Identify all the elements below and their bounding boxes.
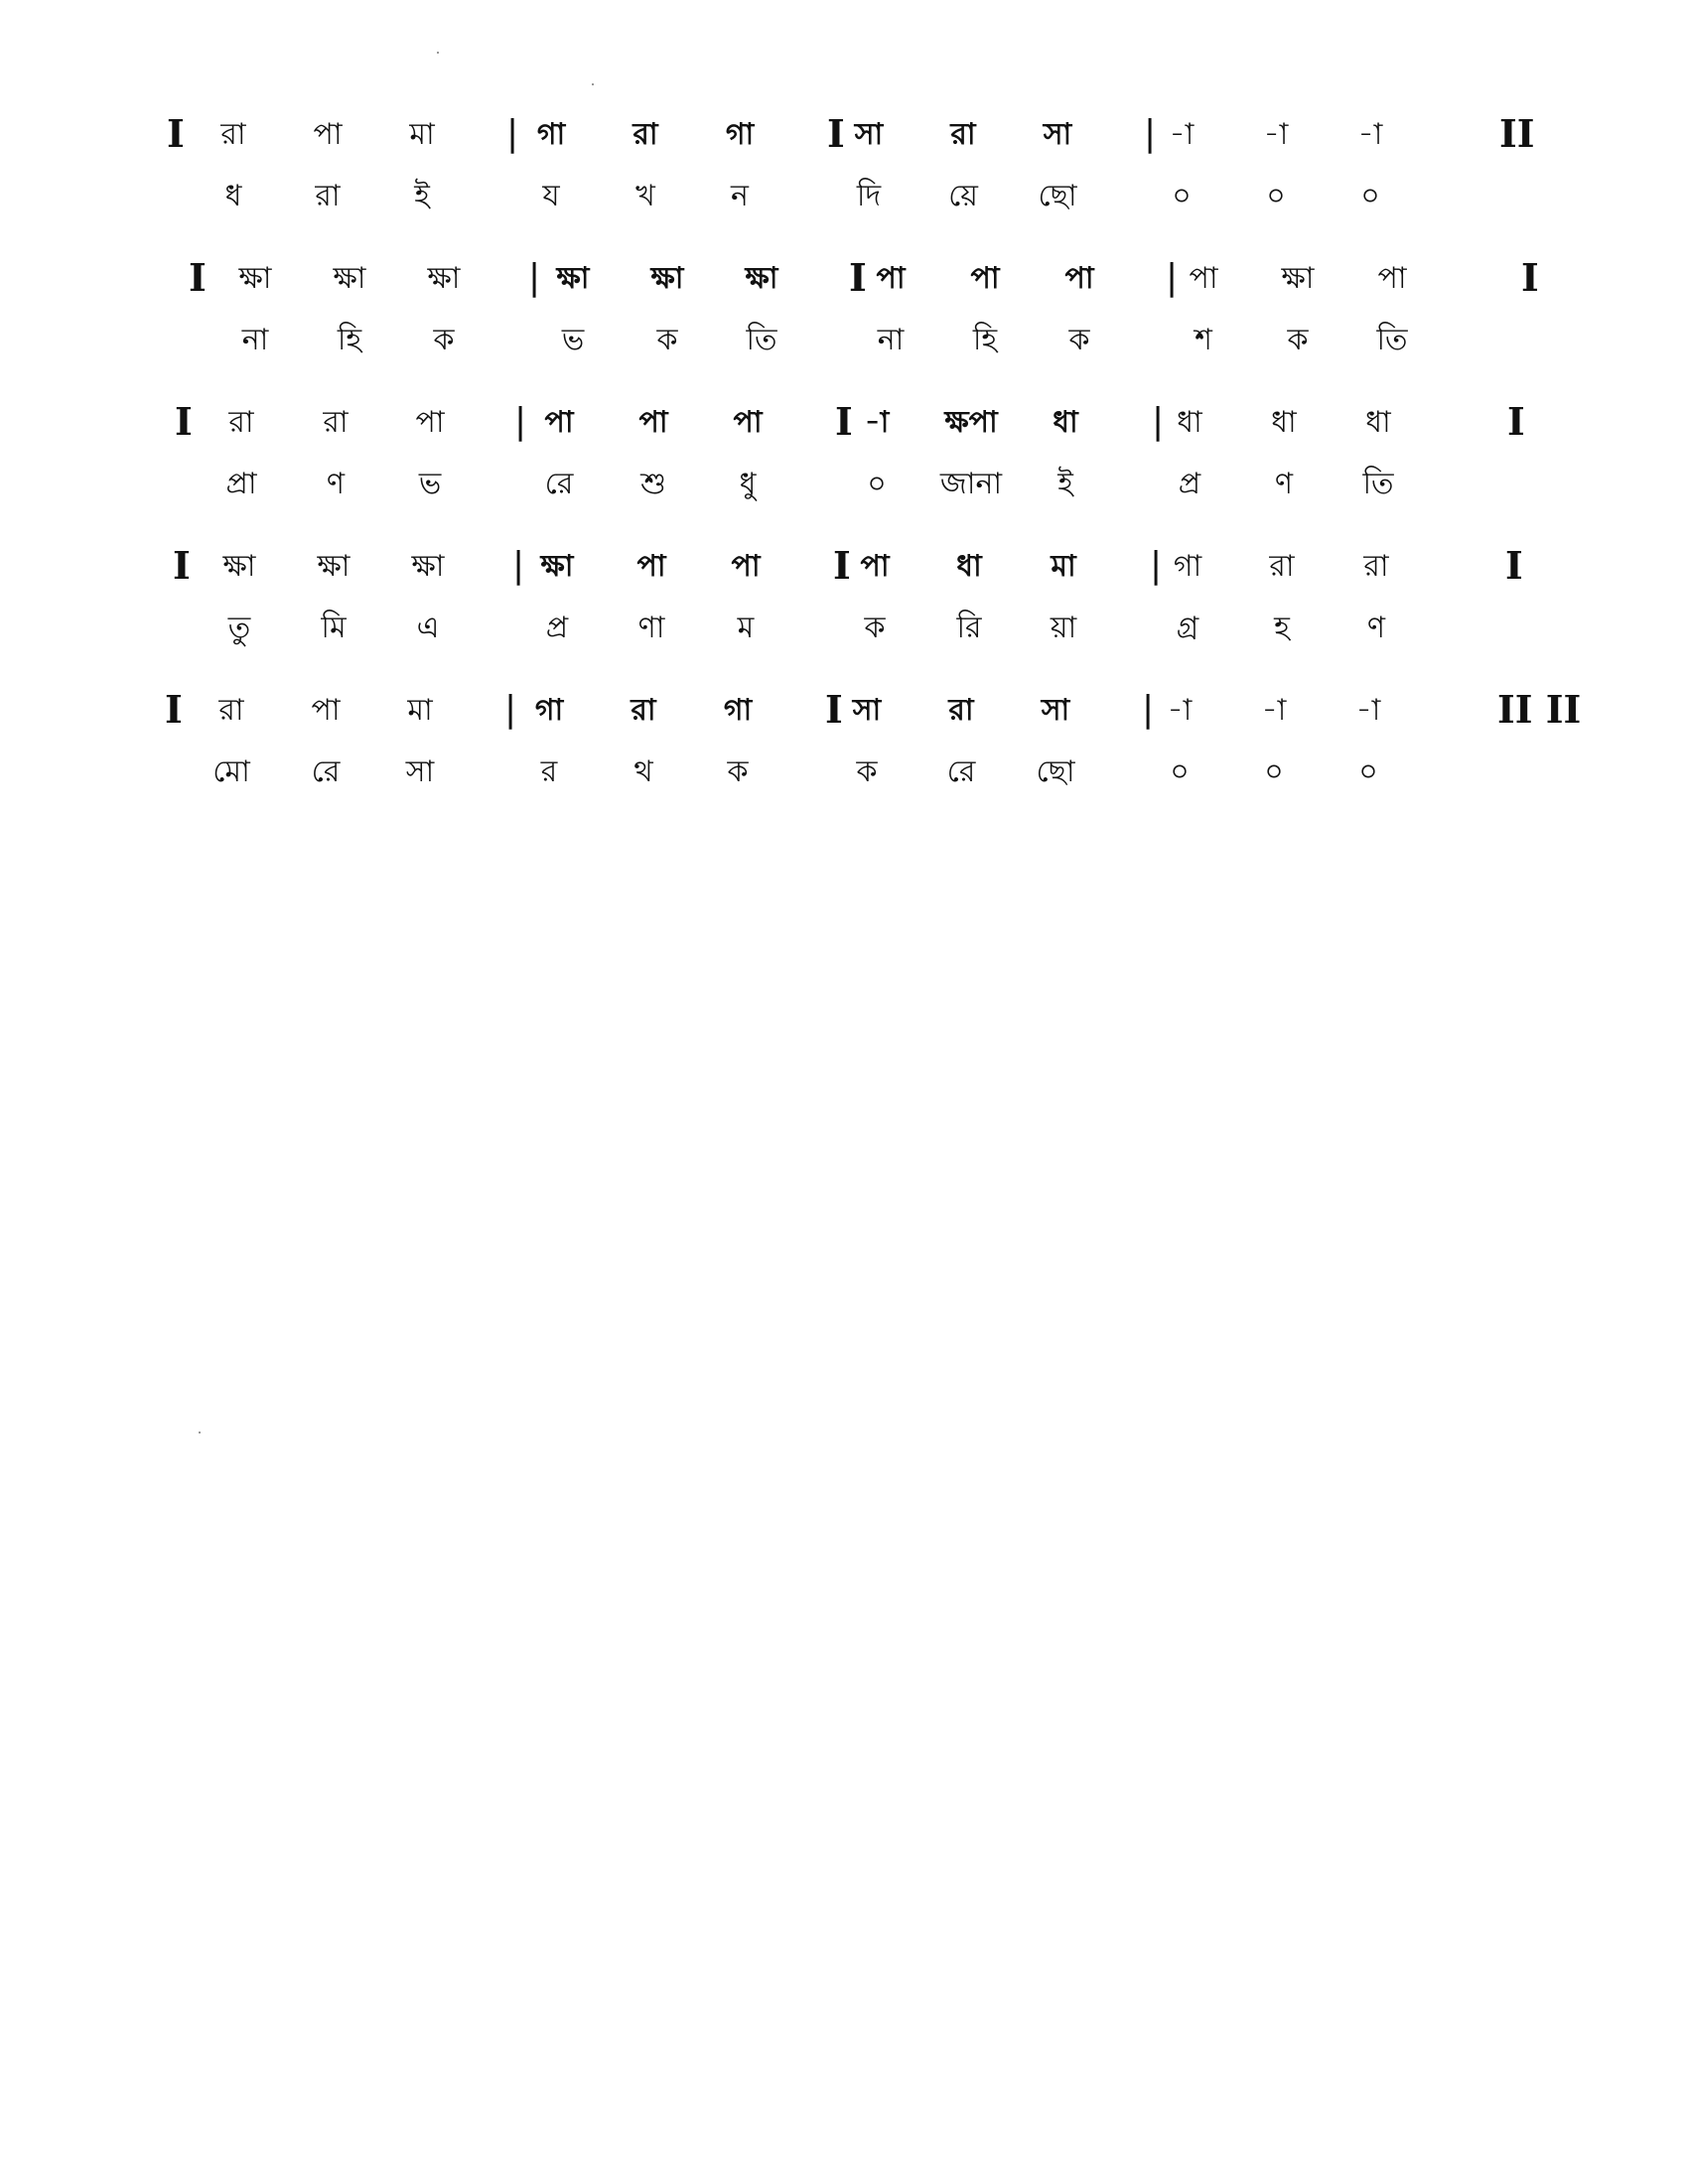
lyric-syllable: ক bbox=[1068, 323, 1090, 357]
lyric-syllable: ০ bbox=[1266, 179, 1286, 213]
lyric-row bbox=[137, 742, 1547, 805]
lyric-syllable: ণা bbox=[637, 611, 665, 645]
lyric-syllable: ধ bbox=[224, 179, 242, 213]
lyric-syllable: ০ bbox=[1172, 179, 1192, 213]
lyric-syllable: সা bbox=[405, 754, 435, 789]
swara-note: গা bbox=[534, 693, 564, 728]
swara-note: পা bbox=[860, 549, 890, 584]
lyric-syllable: ক bbox=[433, 323, 455, 357]
swara-row bbox=[145, 536, 1555, 600]
beat-divider: | bbox=[1152, 401, 1165, 442]
swara-note: পা bbox=[876, 261, 906, 296]
swara-note: সা bbox=[852, 693, 882, 728]
swara-note: ধা bbox=[1365, 405, 1391, 440]
lyric-syllable: ই bbox=[1057, 467, 1073, 501]
lyric-syllable: ক bbox=[656, 323, 678, 357]
swara-note: পা bbox=[313, 117, 343, 152]
notation-line bbox=[137, 680, 1582, 824]
lyric-syllable: থ bbox=[633, 754, 653, 789]
swara-note: ক্ষপা bbox=[944, 405, 998, 440]
swara-note: -া bbox=[1355, 693, 1381, 728]
swara-note: পা bbox=[731, 549, 761, 584]
lyric-syllable: হ bbox=[1274, 611, 1290, 645]
scan-speck bbox=[592, 83, 594, 85]
lyric-syllable: য়ে bbox=[948, 179, 978, 213]
swara-note: রা bbox=[323, 405, 349, 440]
swara-note: পা bbox=[970, 261, 1000, 296]
swara-note: মা bbox=[407, 693, 433, 728]
lyric-syllable: গ্র bbox=[1176, 611, 1199, 645]
beat-divider: | bbox=[1142, 689, 1155, 730]
swara-note: পা bbox=[1189, 261, 1218, 296]
swara-note: রা bbox=[633, 117, 658, 152]
swara-note: গা bbox=[1173, 549, 1202, 584]
beat-divider: | bbox=[504, 689, 517, 730]
swara-row bbox=[147, 392, 1557, 456]
swara-note: পা bbox=[733, 405, 763, 440]
swara-note: ক্ষা bbox=[238, 261, 272, 296]
swara-note: রা bbox=[220, 117, 246, 152]
end-bar-mark: I bbox=[1507, 399, 1525, 444]
swaralipi-sheet bbox=[139, 104, 1582, 824]
lyric-row bbox=[161, 310, 1571, 373]
anga-bar-mark: I bbox=[833, 543, 851, 588]
lyric-syllable: রে bbox=[311, 754, 341, 789]
beat-divider: | bbox=[1166, 257, 1179, 298]
swara-note: পা bbox=[1064, 261, 1094, 296]
swara-note: ক্ষা bbox=[411, 549, 445, 584]
swara-note: পা bbox=[544, 405, 574, 440]
start-bar-mark: I bbox=[189, 255, 207, 300]
lyric-syllable: শু bbox=[640, 467, 666, 501]
end-bar-mark: II bbox=[1499, 111, 1535, 156]
lyric-row bbox=[145, 598, 1555, 661]
beat-divider: | bbox=[1144, 113, 1157, 154]
swara-note: গা bbox=[536, 117, 566, 152]
swara-note: ধা bbox=[1271, 405, 1297, 440]
lyric-syllable: এ bbox=[416, 611, 440, 645]
lyric-syllable: ধু bbox=[739, 467, 757, 501]
end-bar-mark: I bbox=[1521, 255, 1539, 300]
swara-note: ধা bbox=[1177, 405, 1202, 440]
lyric-syllable: ক bbox=[864, 611, 886, 645]
lyric-syllable: তি bbox=[1362, 467, 1394, 501]
anga-bar-mark: I bbox=[849, 255, 867, 300]
lyric-syllable: ন bbox=[731, 179, 749, 213]
swara-note: পা bbox=[415, 405, 445, 440]
swara-note: রা bbox=[1269, 549, 1295, 584]
lyric-syllable: রে bbox=[544, 467, 574, 501]
lyric-syllable: না bbox=[241, 323, 269, 357]
swara-note: রা bbox=[218, 693, 244, 728]
lyric-syllable: ক bbox=[1287, 323, 1309, 357]
lyric-syllable: ছো bbox=[1038, 179, 1077, 213]
beat-divider: | bbox=[512, 545, 525, 586]
swara-note: সা bbox=[1043, 117, 1072, 152]
notation-line bbox=[161, 248, 1571, 392]
swara-note: -া bbox=[1169, 117, 1195, 152]
swara-row bbox=[161, 248, 1571, 312]
swara-note: রা bbox=[950, 117, 976, 152]
swara-note: রা bbox=[948, 693, 974, 728]
lyric-syllable: না bbox=[877, 323, 905, 357]
swara-note: রা bbox=[1363, 549, 1389, 584]
swara-note: পা bbox=[636, 549, 666, 584]
lyric-syllable: ০ bbox=[1264, 754, 1284, 789]
lyric-syllable: ছো bbox=[1036, 754, 1075, 789]
lyric-syllable: হি bbox=[972, 323, 998, 357]
lyric-syllable: ক bbox=[727, 754, 749, 789]
start-bar-mark: I bbox=[165, 687, 183, 732]
swara-note: সা bbox=[1041, 693, 1070, 728]
swara-note: গা bbox=[725, 117, 755, 152]
scan-speck bbox=[437, 52, 439, 54]
lyric-syllable: তি bbox=[746, 323, 777, 357]
lyric-syllable: ণ bbox=[326, 467, 346, 501]
swara-note: -া bbox=[1357, 117, 1383, 152]
notation-line bbox=[139, 104, 1549, 248]
swara-note: -া bbox=[1261, 693, 1287, 728]
lyric-syllable: ভ bbox=[418, 467, 442, 501]
end-bar-mark: II II bbox=[1497, 687, 1582, 732]
swara-note: ক্ষা bbox=[1281, 261, 1315, 296]
notation-line bbox=[145, 536, 1555, 680]
end-bar-mark: I bbox=[1505, 543, 1523, 588]
swara-row bbox=[139, 104, 1549, 168]
swara-note: ক্ষা bbox=[540, 549, 574, 584]
lyric-syllable: ভ bbox=[561, 323, 585, 357]
lyric-syllable: ০ bbox=[1170, 754, 1190, 789]
lyric-syllable: মি bbox=[321, 611, 347, 645]
swara-note: মা bbox=[409, 117, 435, 152]
beat-divider: | bbox=[1150, 545, 1163, 586]
lyric-syllable: খ bbox=[635, 179, 655, 213]
beat-divider: | bbox=[528, 257, 541, 298]
swara-note: পা bbox=[638, 405, 668, 440]
swara-note: ক্ষা bbox=[333, 261, 366, 296]
swara-note: ক্ষা bbox=[556, 261, 590, 296]
lyric-syllable: শ bbox=[1195, 323, 1212, 357]
lyric-syllable: তু bbox=[227, 611, 251, 645]
notation-line bbox=[147, 392, 1557, 536]
lyric-syllable: হি bbox=[337, 323, 362, 357]
swara-note: গা bbox=[723, 693, 753, 728]
swara-note: ক্ষা bbox=[317, 549, 351, 584]
lyric-syllable: ণ bbox=[1274, 467, 1294, 501]
lyric-syllable: প্র bbox=[545, 611, 569, 645]
swara-note: ক্ষা bbox=[650, 261, 684, 296]
swara-note: রা bbox=[228, 405, 254, 440]
lyric-syllable: রি bbox=[956, 611, 982, 645]
lyric-row bbox=[139, 166, 1549, 229]
lyric-syllable: তি bbox=[1376, 323, 1408, 357]
lyric-syllable: মো bbox=[212, 754, 250, 789]
anga-bar-mark: I bbox=[827, 111, 845, 156]
swara-row bbox=[137, 680, 1582, 744]
swara-note: ধা bbox=[956, 549, 982, 584]
lyric-syllable: প্র bbox=[1178, 467, 1201, 501]
swara-note: ক্ষা bbox=[222, 549, 256, 584]
swara-note: -া bbox=[1263, 117, 1289, 152]
anga-bar-mark: I bbox=[825, 687, 843, 732]
lyric-syllable: ০ bbox=[1358, 754, 1378, 789]
lyric-syllable: ম bbox=[737, 611, 755, 645]
anga-bar-mark: I bbox=[835, 399, 853, 444]
scan-speck bbox=[199, 1432, 201, 1433]
swara-note: -া bbox=[864, 405, 890, 440]
lyric-syllable: দি bbox=[856, 179, 882, 213]
lyric-row bbox=[147, 454, 1557, 517]
swara-note: মা bbox=[1051, 549, 1076, 584]
start-bar-mark: I bbox=[175, 399, 193, 444]
swara-note: ক্ষা bbox=[427, 261, 461, 296]
lyric-syllable: জানা bbox=[939, 467, 1003, 501]
swara-note: ক্ষা bbox=[745, 261, 778, 296]
swara-note: সা bbox=[854, 117, 884, 152]
lyric-syllable: য bbox=[542, 179, 560, 213]
swara-note: রা bbox=[631, 693, 656, 728]
lyric-syllable: র bbox=[540, 754, 558, 789]
lyric-syllable: প্রা bbox=[225, 467, 257, 501]
lyric-syllable: ক bbox=[856, 754, 878, 789]
swara-note: পা bbox=[311, 693, 341, 728]
start-bar-mark: I bbox=[173, 543, 191, 588]
lyric-syllable: রে bbox=[946, 754, 976, 789]
lyric-syllable: ই bbox=[414, 179, 430, 213]
lyric-syllable: ০ bbox=[867, 467, 887, 501]
beat-divider: | bbox=[506, 113, 519, 154]
start-bar-mark: I bbox=[167, 111, 185, 156]
lyric-syllable: রা bbox=[315, 179, 341, 213]
beat-divider: | bbox=[514, 401, 527, 442]
swara-note: ধা bbox=[1053, 405, 1078, 440]
swara-note: -া bbox=[1167, 693, 1193, 728]
lyric-syllable: য়া bbox=[1050, 611, 1077, 645]
lyric-syllable: ০ bbox=[1360, 179, 1380, 213]
swara-note: পা bbox=[1377, 261, 1407, 296]
lyric-syllable: ণ bbox=[1366, 611, 1386, 645]
